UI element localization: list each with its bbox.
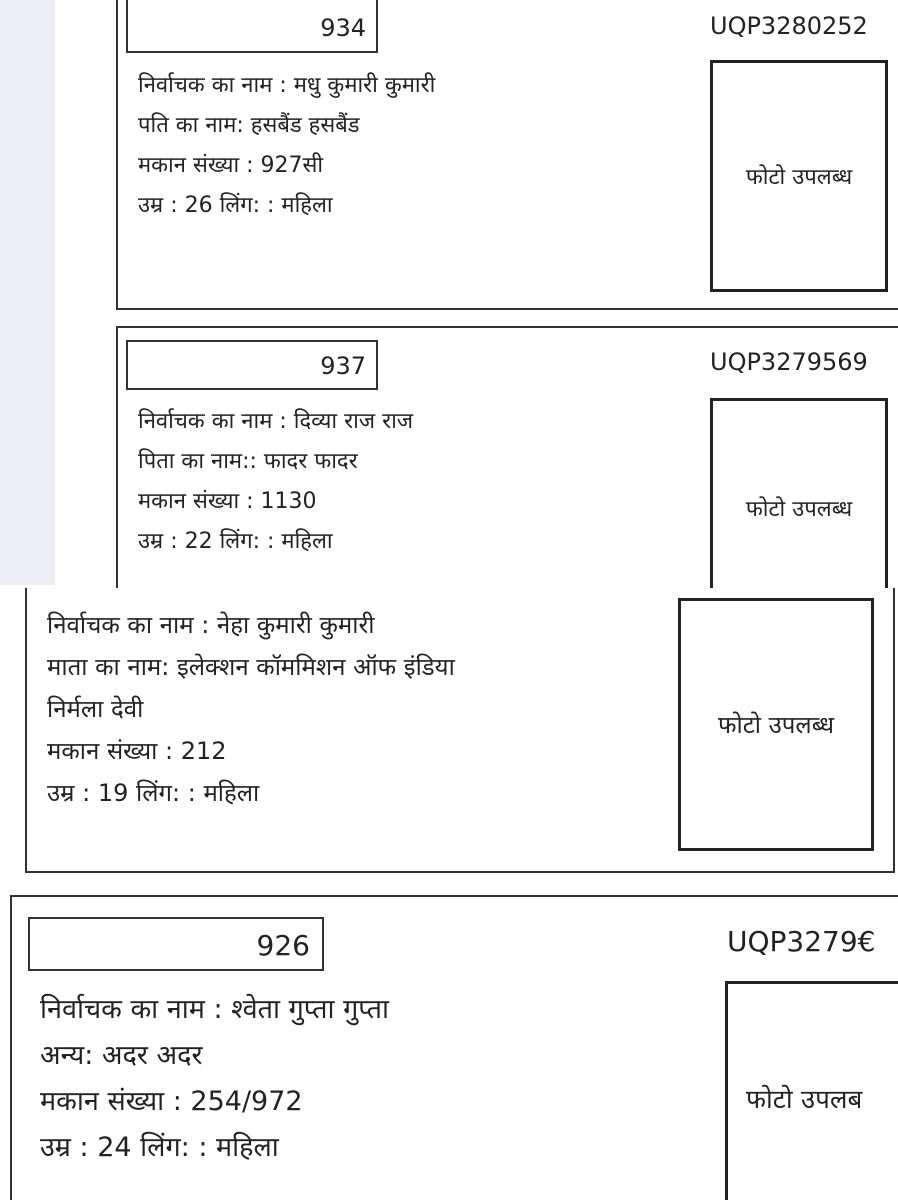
house-number-line: मकान संख्या : 927सी — [138, 153, 324, 178]
voter-details — [40, 987, 389, 1171]
epic-number: UQP3279569 — [710, 348, 868, 376]
voter-name-line: निर्वाचक का नाम : दिव्या राज राज — [138, 409, 414, 434]
photo-label: फोटो उपलब्ध — [745, 497, 853, 522]
serial-number-box: 937 — [126, 340, 378, 390]
voter-name-line: निर्वाचक का नाम : नेहा कुमारी कुमारी — [47, 611, 375, 639]
photo-placeholder — [678, 598, 874, 851]
relation-name-line: माता का नाम: इलेक्शन कॉममिशन ऑफ इंडिया — [47, 653, 455, 681]
photo-label: फोटो उपलब्ध — [745, 165, 853, 190]
voter-card-3 — [25, 588, 895, 873]
voter-card-2 — [116, 326, 898, 588]
age-gender-line: उम्र : 24 लिंग: : महिला — [40, 1132, 279, 1163]
photo-placeholder — [710, 60, 888, 292]
relation-name-line: पिता का नाम:: फादर फादर — [138, 449, 358, 474]
voter-name-line: निर्वाचक का नाम : मधु कुमारी कुमारी — [138, 73, 436, 98]
voter-details — [138, 66, 435, 226]
photo-placeholder — [710, 398, 888, 588]
serial-number-box: 926 — [28, 917, 324, 971]
age-gender-line: उम्र : 22 लिंग: : महिला — [138, 529, 333, 554]
age-gender-line: उम्र : 26 लिंग: : महिला — [138, 193, 333, 218]
photo-placeholder — [725, 981, 898, 1200]
voter-details — [47, 604, 455, 814]
house-number-line: मकान संख्या : 1130 — [138, 489, 317, 514]
serial-number-box: 934 — [126, 0, 378, 53]
voter-name-line: निर्वाचक का नाम : श्वेता गुप्ता गुप्ता — [40, 994, 389, 1025]
relation-name-line: पति का नाम: हसबैंड हसबैंड — [138, 113, 360, 138]
voter-details — [138, 402, 413, 562]
photo-label: फोटो उपलब — [746, 1084, 863, 1115]
voter-card-1 — [116, 0, 898, 310]
epic-number: UQP3280252 — [710, 12, 868, 40]
house-number-line: मकान संख्या : 254/972 — [40, 1086, 303, 1117]
left-margin-strip — [0, 0, 55, 585]
relation-name-continued-line: निर्मला देवी — [47, 695, 144, 723]
house-number-line: मकान संख्या : 212 — [47, 737, 227, 765]
age-gender-line: उम्र : 19 लिंग: : महिला — [47, 779, 260, 807]
epic-number: UQP3279€ — [727, 925, 876, 958]
relation-name-line: अन्य: अदर अदर — [40, 1040, 203, 1071]
voter-card-4 — [10, 895, 898, 1200]
photo-label: फोटो उपलब्ध — [717, 711, 834, 739]
